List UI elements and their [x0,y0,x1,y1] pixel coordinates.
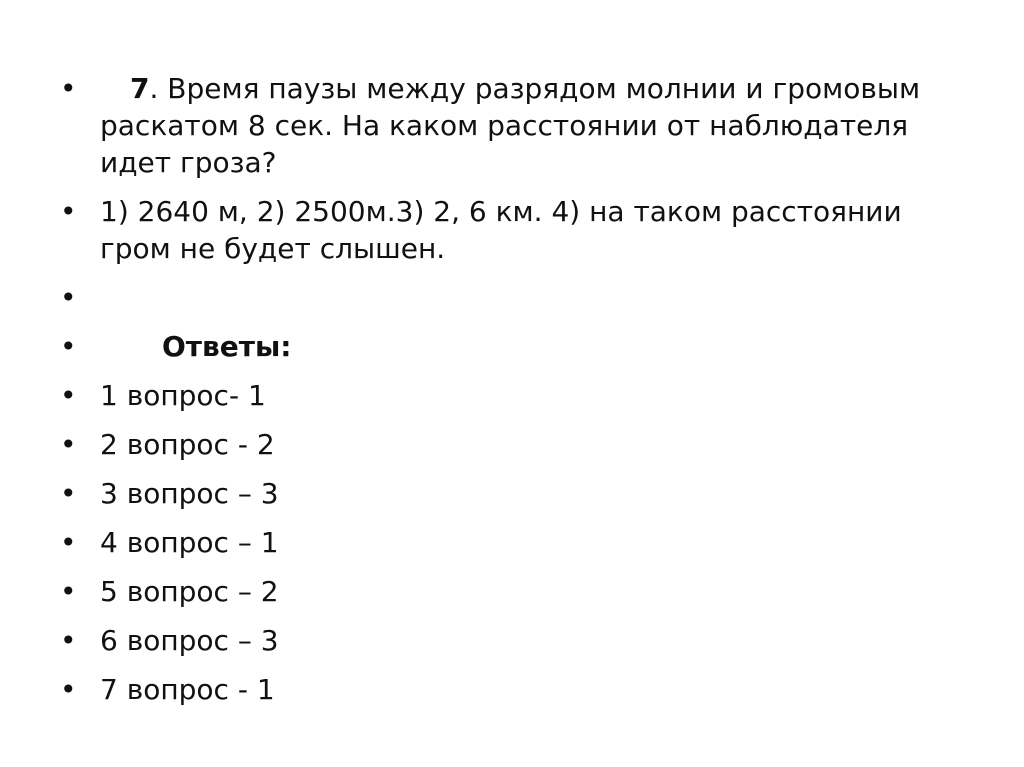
bullet-dot: • [60,379,77,412]
answer-text: 1 вопрос- 1 [100,379,266,412]
answer-item [60,377,960,414]
bullet-dot: • [60,673,77,706]
bullet-dot: • [60,477,77,510]
answer-text: 5 вопрос – 2 [100,575,279,608]
answer-item [60,671,960,708]
answer-item [60,524,960,561]
empty-item [60,279,960,316]
bullet-list [60,70,960,720]
answer-item [60,426,960,463]
bullet-dot: • [60,330,77,363]
bullet-dot: • [60,281,77,314]
answer-text: 7 вопрос - 1 [100,673,275,706]
bullet-dot: • [60,526,77,559]
answers-title-item [60,328,960,365]
question-number: 7 [130,72,150,105]
answers-title: Ответы: [162,330,292,363]
answer-text: 2 вопрос - 2 [100,428,275,461]
answer-text: 6 вопрос – 3 [100,624,279,657]
bullet-dot: • [60,72,77,105]
options-item [60,193,960,267]
question-item [60,70,960,181]
answer-item [60,573,960,610]
answer-text: 4 вопрос – 1 [100,526,279,559]
answer-text: 3 вопрос – 3 [100,477,279,510]
answer-item [60,622,960,659]
bullet-dot: • [60,575,77,608]
question-text: . Время паузы между разрядом молнии и громовым раскатом 8 сек. На каком расстоянии от наблюдателя идет гроза? [100,72,921,179]
bullet-dot: • [60,428,77,461]
empty-line [100,279,960,316]
bullet-dot: • [60,624,77,657]
bullet-dot: • [60,195,77,228]
answer-item [60,475,960,512]
options-text: 1) 2640 м, 2) 2500м.3) 2, 6 км. 4) на таком расстоянии гром не будет слышен. [100,195,902,265]
